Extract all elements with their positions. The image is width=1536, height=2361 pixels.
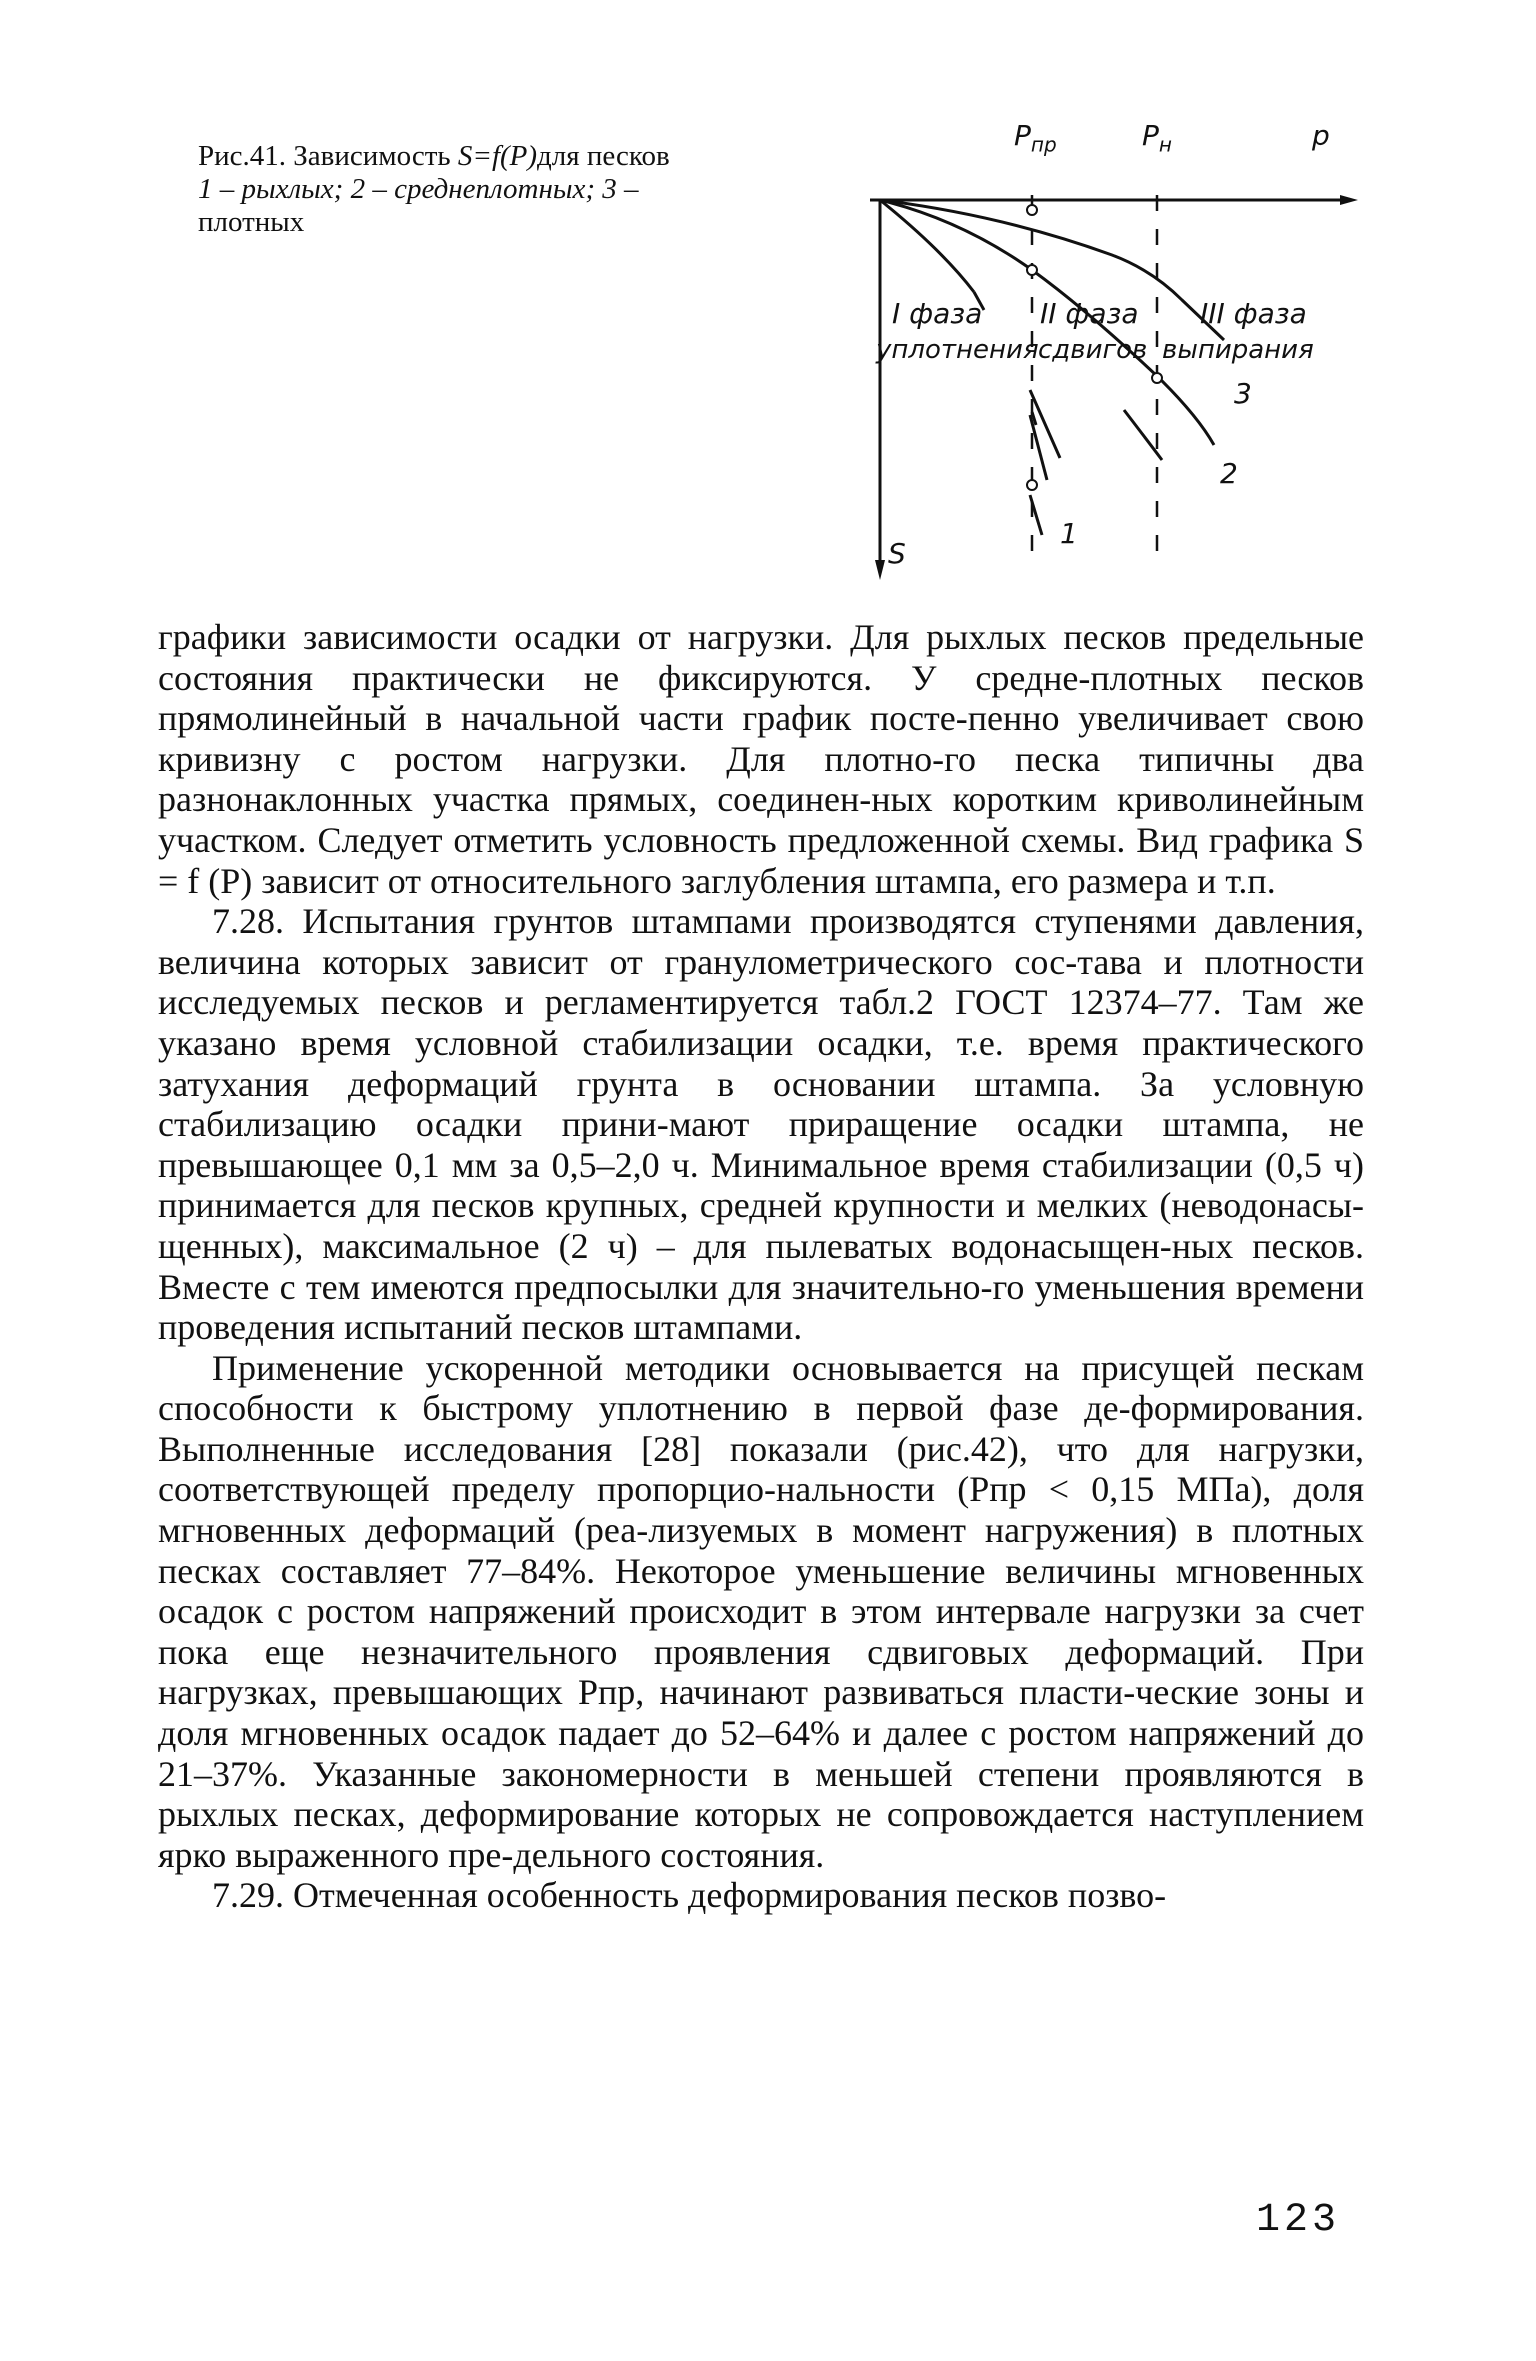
- marker-3: [1152, 373, 1162, 383]
- label-p-pr: $P_{пр}$: [1014, 119, 1057, 157]
- paragraph-7-29: 7.29. Отмеченная особенность деформирования песков позво-: [212, 1875, 1167, 1916]
- phase1-subtitle: уплотнения: [876, 335, 1039, 365]
- marker-4: [1027, 480, 1037, 490]
- caption-suffix: для песков: [537, 140, 670, 172]
- figure-caption: [198, 140, 838, 239]
- diagram-svg: [862, 140, 1362, 600]
- caption-prefix: Рис.41. Зависимость: [198, 140, 458, 172]
- phase2-subtitle: сдвигов: [1038, 335, 1148, 365]
- phase1-title: I фаза: [892, 297, 983, 330]
- page-number: 123: [1256, 2198, 1341, 2243]
- caption-line3: плотных: [198, 206, 305, 238]
- curve-label-1: 1: [1060, 517, 1078, 550]
- paragraph-continuation: графики зависимости осадки от нагрузки. Для рыхлых песков предельные состояния практически не фиксируются. У средне-плотных песков прямолинейный в начальной части график посте-пенно увеличивает свою кривизну с ростом нагрузки. Для плотно-го песка типичны два разнонаклонных участка прямых, соединен-ных коротким криволинейным участком. Следует отметить условность предложенной схемы. Вид графика S = f (P) зависит от относительного заглубления штампа, его размера и т.п.: [158, 617, 1364, 901]
- phase3-title: III фаза: [1200, 297, 1307, 330]
- paragraph-accelerated-method: Применение ускоренной методики основывается на присущей пескам способности к быстрому уплотнению в первой фазе де-формирования. Выполненные исследования [28] показали (рис.42), что для нагрузки, соответствующей пределу пропорцио-нальности (Pпр < 0,15 МПа), доля мгновенных деформаций (реа-лизуемых в момент нагружения) в плотных песках составляет 77–84%. Некоторое уменьшение величины мгновенных осадок с ростом напряжений происходит в этом интервале нагрузки за счет пока еще незначительного проявления сдвиговых деформаций. При нагрузках, превышающих Pпр, начинают развиваться пласти-ческие зоны и доля мгновенных осадок падает до 52–64% и далее с ростом напряжений до 21–37%. Указанные закономерности в меньшей степени проявляются в рыхлых песках, деформирование которых не сопровождается наступлением ярко выраженного пре-дельного состояния.: [158, 1347, 1364, 1875]
- p-axis-arrow-icon: [1340, 195, 1358, 205]
- caption-formula: S=f(P): [457, 140, 538, 172]
- main-text: [158, 617, 1364, 1916]
- caption-line2: 1 – рыхлых; 2 – среднеплотных; 3 –: [198, 173, 639, 205]
- phase2-title: II фаза: [1040, 297, 1139, 330]
- settlement-load-diagram: [862, 119, 1362, 600]
- label-p: p: [1312, 119, 1330, 152]
- marker-1: [1027, 205, 1037, 215]
- paragraph-7-28: 7.28. Испытания грунтов штампами производятся ступенями давления, величина которых зависит от гранулометрического сос-тава и плотности исследуемых песков и регламентируется табл.2 ГОСТ 12374–77. Там же указано время условной стабилизации осадки, т.е. время практического затухания деформаций грунта в основании штампа. За условную стабилизацию осадки прини-мают приращение осадки штампа, не превышающее 0,1 мм за 0,5–2,0 ч. Минимальное время стабилизации (0,5 ч) принимается для песков крупных, средней крупности и мелких (неводонасы-щенных), максимальное (2 ч) – для пылеватых водонасыщен-ных песков. Вместе с тем имеются предпосылки для значительно-го уменьшения времени проведения испытаний песков штампами.: [158, 901, 1364, 1348]
- curve-label-2: 2: [1220, 457, 1238, 490]
- curve-label-3: 3: [1234, 377, 1252, 410]
- marker-2: [1027, 265, 1037, 275]
- s-axis-arrow-icon: [875, 560, 885, 580]
- label-s: S: [888, 537, 906, 570]
- phase3-subtitle: выпирания: [1162, 335, 1314, 365]
- label-p-n: $P_н$: [1142, 119, 1172, 157]
